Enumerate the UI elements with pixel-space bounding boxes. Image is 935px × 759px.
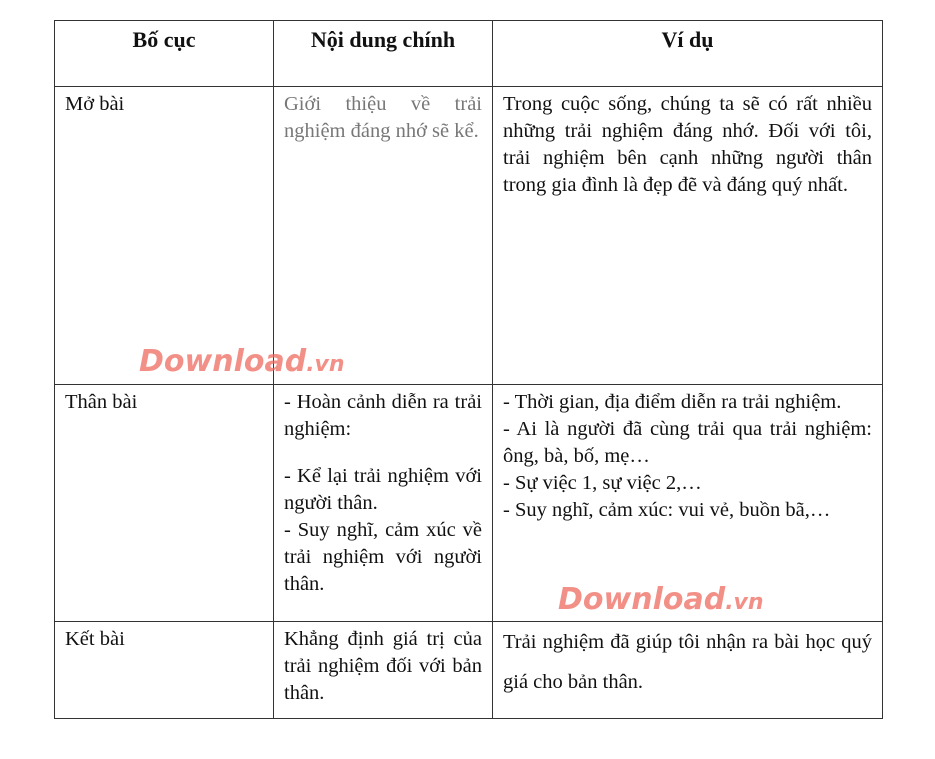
example-text: - Thời gian, địa điểm diễn ra trải nghiệm. <box>503 391 842 413</box>
content-cell <box>274 87 493 385</box>
section-cell <box>55 385 274 622</box>
header-content: Nội dung chính <box>274 21 493 87</box>
content-text: Giới thiệu về trải nghiệm đáng nhớ sẽ kể. <box>284 93 482 142</box>
example-text: - Sự việc 1, sự việc 2,… <box>503 472 702 494</box>
watermark-brand: Download <box>139 344 307 379</box>
section-label: Kết bài <box>65 628 125 650</box>
watermark-suffix: .vn <box>725 590 764 615</box>
content-text: - Kể lại trải nghiệm với người thân. <box>284 465 482 514</box>
section-cell <box>55 87 274 385</box>
content-cell <box>274 385 493 622</box>
content-text: - Suy nghĩ, cảm xúc về trải nghiệm với người thân. <box>284 519 482 595</box>
section-label: Mở bài <box>65 93 125 115</box>
example-text: - Ai là người đã cùng trải qua trải nghiệm: ông, bà, bố, mẹ… <box>503 418 872 467</box>
watermark-logo <box>558 582 764 617</box>
watermark-logo <box>139 344 345 379</box>
table-row <box>55 87 883 385</box>
header-section: Bố cục <box>55 21 274 87</box>
example-cell <box>493 87 883 385</box>
watermark-brand: Download <box>558 582 726 617</box>
example-text: - Suy nghĩ, cảm xúc: vui vẻ, buồn bã,… <box>503 499 831 521</box>
table-row <box>55 622 883 719</box>
content-text: Khẳng định giá trị của trải nghiệm đối với bản thân. <box>284 628 482 704</box>
section-cell <box>55 622 274 719</box>
section-label: Thân bài <box>65 391 138 413</box>
header-row <box>55 21 883 87</box>
watermark-suffix: .vn <box>306 352 345 377</box>
example-text: Trong cuộc sống, chúng ta sẽ có rất nhiều những trải nghiệm đáng nhớ. Đối với tôi, trải nghiệm bên cạnh những người thân trong gia đình là đẹp đẽ và đáng quý nhất. <box>503 93 872 196</box>
content-cell <box>274 622 493 719</box>
header-example: Ví dụ <box>493 21 883 87</box>
example-cell <box>493 622 883 719</box>
example-text: Trải nghiệm đã giúp tôi nhận ra bài học quý giá cho bản thân. <box>503 631 872 693</box>
content-text: - Hoàn cảnh diễn ra trải nghiệm: <box>284 391 482 440</box>
